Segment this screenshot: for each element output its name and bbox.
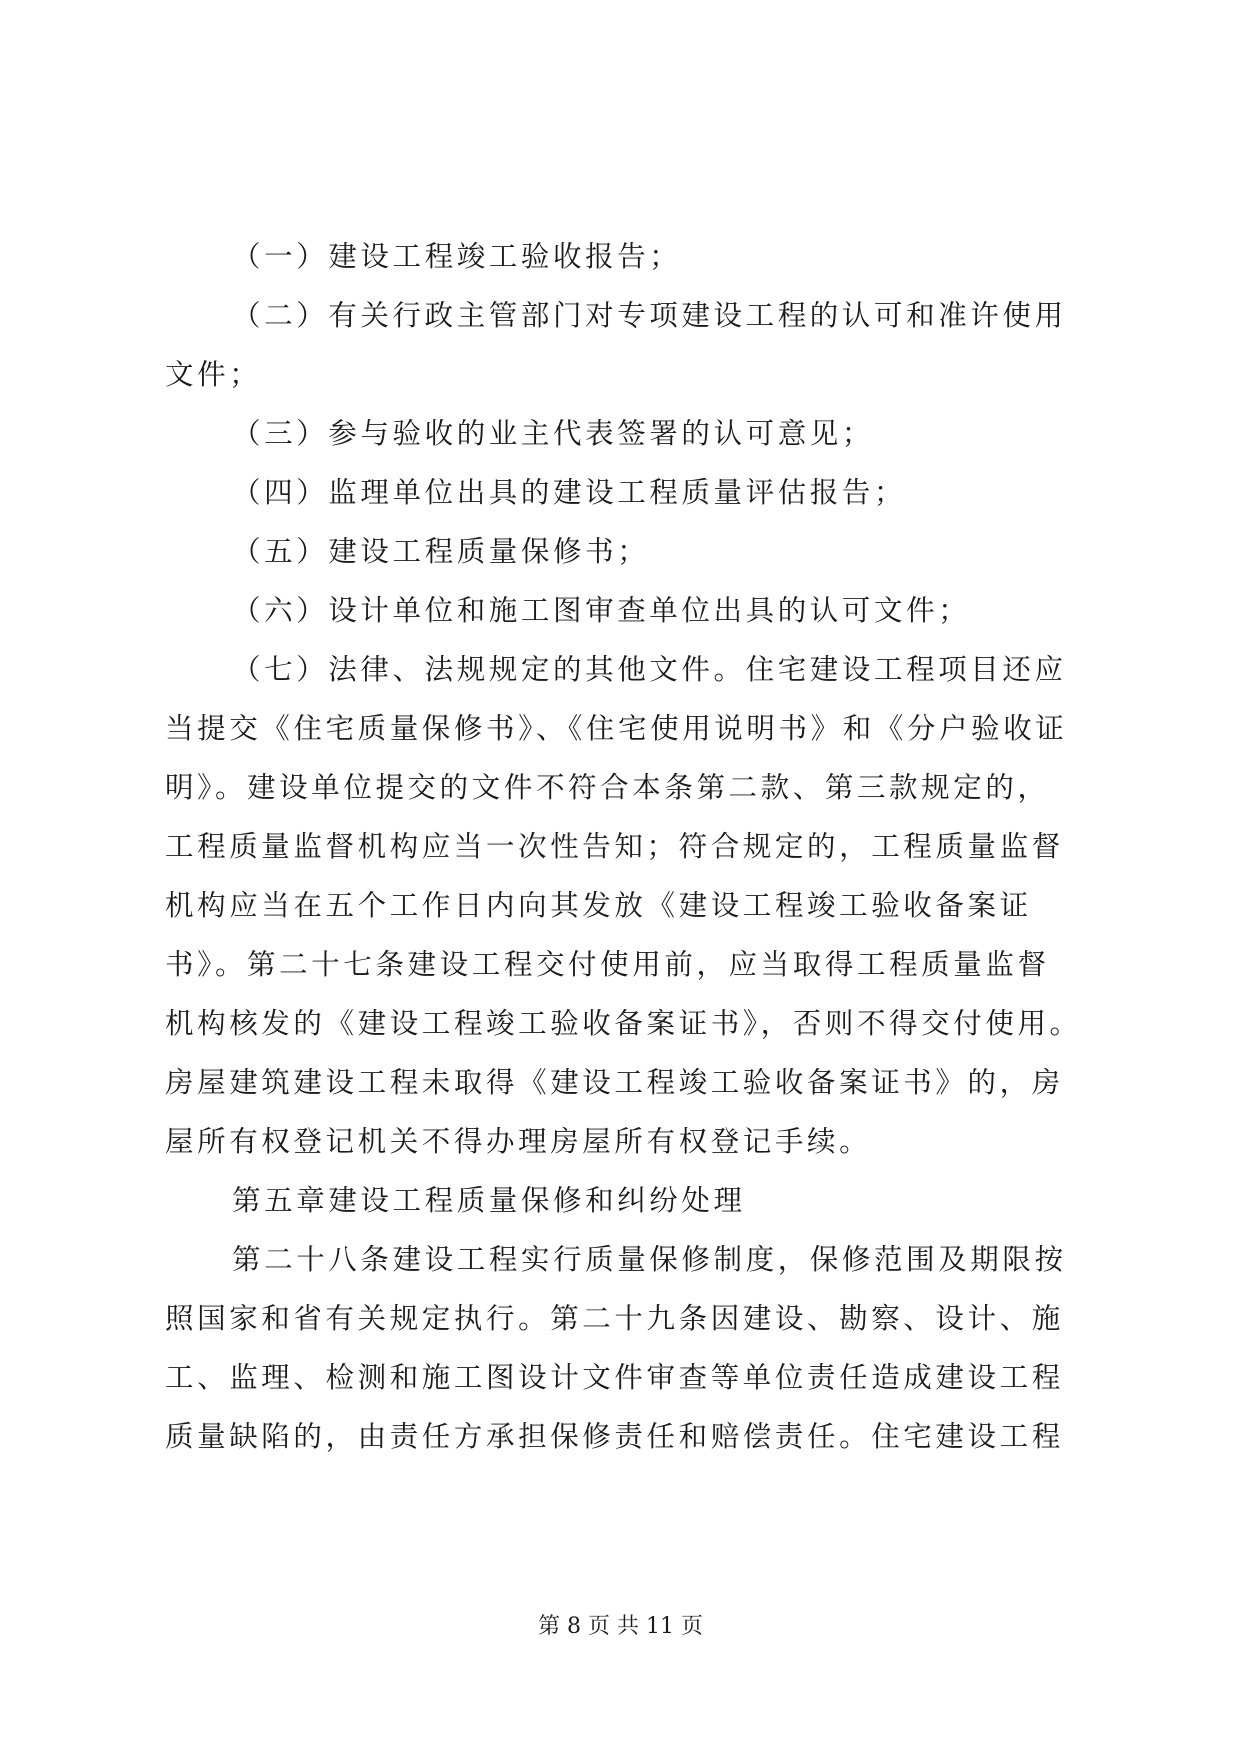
paragraph-line: 书》。第二十七条建设工程交付使用前，应当取得工程质量监督 xyxy=(165,948,1050,981)
list-item: （四）监理单位出具的建设工程质量评估报告； xyxy=(232,476,907,509)
paragraph-line: 机构应当在五个工作日内向其发放《建设工程竣工验收备案证 xyxy=(165,889,1032,922)
list-item: （五）建设工程质量保修书； xyxy=(232,535,650,568)
list-item: （一）建设工程竣工验收报告； xyxy=(232,240,682,273)
paragraph-line: 工程质量监督机构应当一次性告知；符合规定的，工程质量监督 xyxy=(165,830,1064,863)
paragraph-line: 工、监理、检测和施工图设计文件审查等单位责任造成建设工程 xyxy=(165,1361,1064,1394)
chapter-heading: 第五章建设工程质量保修和纠纷处理 xyxy=(232,1184,746,1217)
paragraph-line: 机构核发的《建设工程竣工验收备案证书》，否则不得交付使用。 xyxy=(165,1007,1082,1040)
paragraph-line: 第二十八条建设工程实行质量保修制度，保修范围及期限按 xyxy=(232,1243,1067,1276)
list-item: （六）设计单位和施工图审查单位出具的认可文件； xyxy=(232,594,971,627)
paragraph-line: 当提交《住宅质量保修书》、《住宅使用说明书》和《分户验收证 xyxy=(165,712,1068,745)
list-item: （二）有关行政主管部门对专项建设工程的认可和准许使用 xyxy=(232,299,1067,332)
list-item: （三）参与验收的业主代表签署的认可意见； xyxy=(232,417,875,450)
paragraph-line: 质量缺陷的，由责任方承担保修责任和赔偿责任。住宅建设工程 xyxy=(165,1420,1064,1453)
document-body xyxy=(165,227,1085,1466)
page-number-footer: 第 8 页 共 11 页 xyxy=(538,1614,703,1639)
paragraph-line: 照国家和省有关规定执行。第二十九条因建设、勘察、设计、施 xyxy=(165,1302,1064,1335)
paragraph-line: 屋所有权登记机关不得办理房屋所有权登记手续。 xyxy=(165,1125,872,1158)
list-item: （七）法律、法规规定的其他文件。住宅建设工程项目还应 xyxy=(232,653,1067,686)
list-item-continuation: 文件； xyxy=(165,358,262,391)
paragraph-line: 房屋建筑建设工程未取得《建设工程竣工验收备案证书》的，房 xyxy=(165,1066,1064,1099)
paragraph-line: 明》。建设单位提交的文件不符合本条第二款、第三款规定的， xyxy=(165,771,1050,804)
